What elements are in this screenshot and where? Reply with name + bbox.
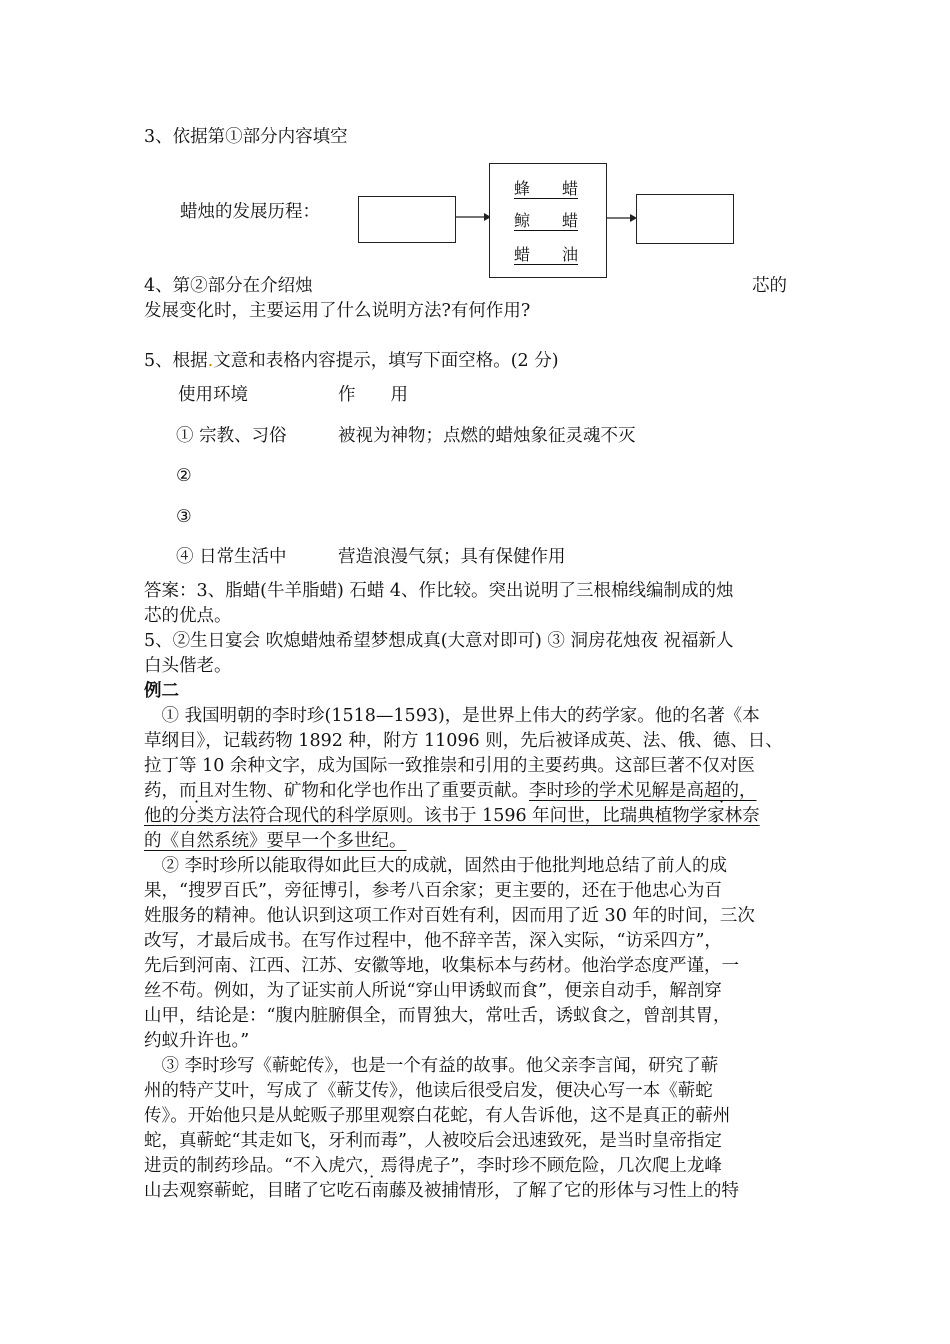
middle-box: [489, 163, 607, 278]
middle-item-1: 蜂 蜡: [514, 179, 579, 198]
middle-item-3: 蜡 油: [514, 245, 579, 264]
paragraph-2-line-3: 姓服务的精神。他认识到这项工作对百姓有利，因而用了近 30 年的时间，三次: [144, 906, 755, 926]
table-row-4-use: 营造浪漫气氛；具有保健作用: [338, 547, 566, 567]
paragraph-3-line-1: ③ 李时珍写《蕲蛇传》，也是一个有益的故事。他父亲李言闻，研究了蕲: [144, 1056, 719, 1076]
blank-box-left: [358, 196, 456, 243]
question-5-title-b: 文意和表格内容提示，填写下面空格。(2 分): [213, 351, 559, 371]
paragraph-3-line-2: 州的特产艾叶，写成了《蕲艾传》，他读后很受启发，便决心写一本《蕲蛇: [144, 1081, 713, 1101]
paragraph-3-line-5: [144, 1153, 722, 1179]
question-5-title: [144, 348, 559, 374]
table-row-3-env: ③: [176, 507, 192, 527]
table-row-1-env: ① 宗教、习俗: [176, 426, 287, 446]
answer-line-4: 白头偕老。: [144, 656, 232, 676]
paragraph-3-line-3: 传》。开始他只是从蛇贩子那里观察白花蛇，有人告诉他，这不是真正的蕲州: [144, 1106, 731, 1126]
table-header-env: 使用环境: [178, 385, 248, 405]
paragraph-2-line-1: ② 李时珍所以能取得如此巨大的成就，固然由于他批判地总结了前人的成: [144, 856, 728, 876]
paragraph-1-line-6: 的《自然系统》要早一个多世纪。: [144, 831, 407, 851]
p1-l4-underlined-dotted: 高超的， ·: [687, 781, 757, 801]
paragraph-1-line-1: ① 我国明朝的李时珍(1518—1593)，是世界上伟大的药学家。他的名著《本: [144, 706, 760, 726]
p1-l4-a: 药，: [144, 781, 179, 801]
paragraph-2-line-2: 果，“搜罗百氏”，旁征博引，参考八百余家；更主要的，还在于他忠心为百: [144, 881, 722, 901]
question-4-line1-start: 4、第②部分在介绍烛: [144, 276, 313, 296]
p3-l5-dotted: 不入虎穴，焉得虎子 ·: [293, 1156, 451, 1176]
question-4-line1-end: 芯的: [752, 276, 787, 296]
paragraph-1-line-5: 他的分类方法符合现代的科学原则。该书于 1596 年问世，比瑞典植物学家林奈: [144, 806, 760, 826]
paragraph-1-line-4: [144, 778, 757, 804]
answer-line-3: 5、②生日宴会 吹熄蜡烛希望梦想成真(大意对即可) ③ 洞房花烛夜 祝福新人: [144, 631, 734, 651]
paragraph-2-line-8: 约蚁升许也。”: [144, 1031, 250, 1051]
question-5-title-a: 5、根据: [144, 351, 208, 371]
question-3-title: 3、依据第①部分内容填空: [144, 127, 348, 147]
paragraph-3-line-4: 蛇，真蕲蛇“其走如飞，牙利而毒”，人被咬后会迅速致死，是当时皇帝指定: [144, 1131, 722, 1151]
table-row-4-env: ④ 日常生活中: [176, 547, 287, 567]
answer-line-1: 答案：3、脂蜡(牛羊脂蜡) 石蜡 4、作比较。突出说明了三根棉线编制成的烛: [144, 581, 734, 601]
p3-l5-c: ”，李时珍不顾危险，几次爬上龙峰: [450, 1156, 722, 1176]
table-row-1-use: 被视为神物；点燃的蜡烛象征灵魂不灭: [338, 426, 636, 446]
example-heading: 例二: [144, 681, 179, 701]
arrow-right-icon-1: [456, 210, 492, 224]
p1-l4-c: 对生物、矿物和化学也作出了重要贡献。: [214, 781, 529, 801]
candle-history-label: 蜡烛的发展历程：: [180, 202, 320, 222]
p1-l4-dotted: 而且: [179, 781, 214, 801]
answer-line-2: 芯的优点。: [144, 606, 232, 626]
table-header-use: 作 用: [338, 385, 408, 405]
p1-l4-underlined: 李时珍的学术见解是: [529, 781, 687, 801]
middle-item-2: 鲸 蜡: [514, 211, 579, 230]
paragraph-2-line-4: 改写，才最后成书。在写作过程中，他不辞辛苦，深入实际，“访采四方”，: [144, 931, 722, 951]
question-5-title-dot: .: [207, 351, 214, 371]
paragraph-3-line-6: 山去观察蕲蛇，目睹了它吃石南藤及被捕情形，了解了它的形体与习性上的特: [144, 1181, 739, 1201]
paragraph-1-line-2: 草纲目》，记载药物 1892 种，附方 11096 则，先后被译成英、法、俄、德、日、: [144, 731, 783, 751]
p3-l5-a: 进贡的制药珍品。“: [144, 1156, 293, 1176]
paragraph-2-line-6: 丝不苟。例如，为了证实前人所说“穿山甲诱蚁而食”，便亲自动手，解剖穿: [144, 981, 722, 1001]
arrow-right-icon-2: [606, 211, 638, 225]
paragraph-2-line-7: 山甲，结论是：“腹内脏腑俱全，而胃独大，常吐舌，诱蚁食之，曾剖其胃，: [144, 1006, 731, 1026]
blank-box-right: [636, 194, 734, 244]
question-4-line2: 发展变化时，主要运用了什么说明方法?有何作用?: [144, 301, 531, 321]
table-row-2-env: ②: [176, 466, 192, 486]
paragraph-1-line-3: 拉丁等 10 余种文字，成为国际一致推崇和引用的主要药典。这部巨著不仅对医: [144, 756, 755, 776]
paragraph-2-line-5: 先后到河南、江西、江苏、安徽等地，收集标本与药材。他治学态度严谨，一: [144, 956, 739, 976]
